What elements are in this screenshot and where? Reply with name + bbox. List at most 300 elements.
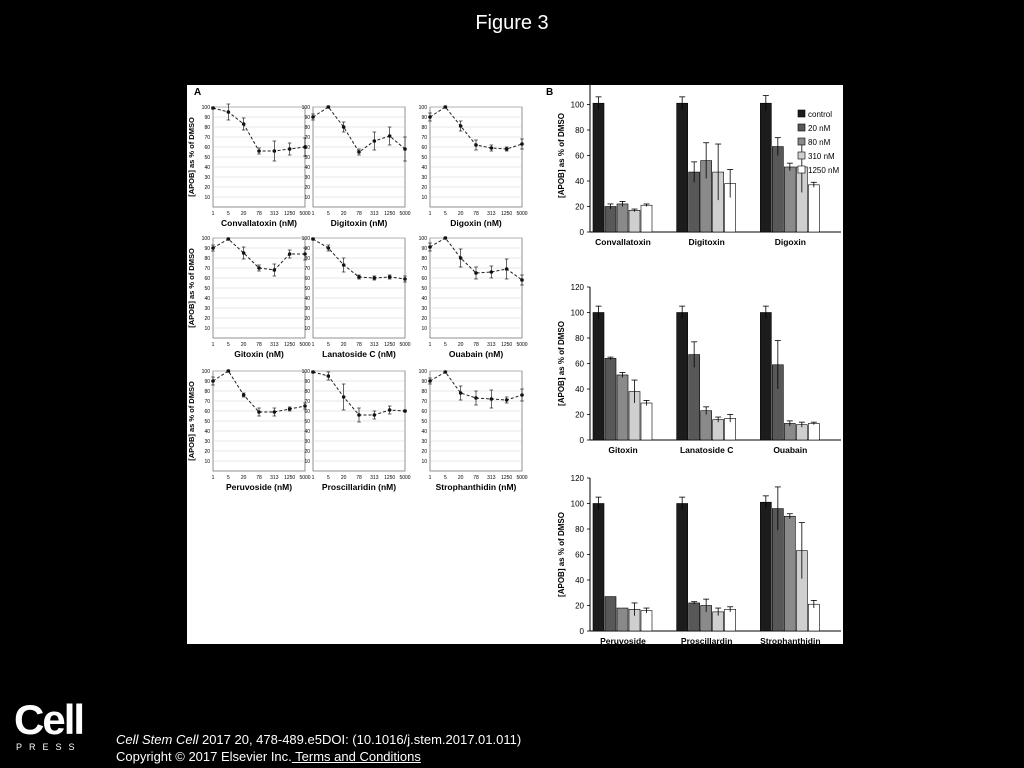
x-tick-label: 20 — [457, 211, 464, 217]
y-tick-label: 100 — [570, 308, 584, 318]
y-tick-label: 60 — [304, 145, 310, 151]
data-point — [459, 256, 463, 260]
y-tick-label: 90 — [421, 115, 427, 121]
x-tick-label: 313 — [487, 342, 496, 348]
y-tick-label: 40 — [421, 429, 427, 435]
y-tick-label: 60 — [204, 409, 210, 415]
x-tick-label: 5000 — [399, 475, 411, 481]
x-tick-label: 1250 — [384, 211, 396, 217]
y-tick-label: 100 — [301, 105, 310, 111]
citation-journal: Cell Stem Cell — [116, 732, 199, 747]
y-tick-label: 0 — [579, 436, 584, 445]
y-tick-label: 70 — [204, 266, 210, 272]
data-point — [490, 146, 494, 150]
x-tick-label: 5000 — [299, 211, 311, 217]
x-tick-label: 1 — [211, 211, 215, 217]
y-tick-label: 80 — [421, 389, 427, 395]
citation-rest: 2017 20, 478-489.e5DOI: (10.1016/j.stem.2017.01.011) — [198, 732, 522, 747]
category-label: Ouabain — [773, 445, 808, 455]
y-tick-label: 60 — [575, 359, 584, 369]
y-tick-label: 30 — [421, 306, 427, 312]
x-tick-label: 78 — [356, 342, 362, 348]
y-tick-label: 100 — [570, 499, 584, 509]
bar — [641, 205, 652, 232]
x-tick-label: 313 — [270, 475, 279, 481]
y-tick-label: 40 — [204, 165, 210, 171]
logo-press-text: PRESS — [16, 742, 82, 752]
data-point — [257, 266, 261, 270]
y-tick-label: 90 — [421, 379, 427, 385]
y-tick-label: 50 — [204, 419, 210, 425]
y-axis-label: [APOB] as % of DMSO — [557, 113, 566, 198]
data-point — [403, 147, 407, 151]
y-tick-label: 70 — [421, 135, 427, 141]
x-tick-label: 20 — [340, 211, 347, 217]
y-tick-label: 60 — [204, 276, 210, 282]
data-point — [211, 246, 215, 250]
logo-cell-text: Cell — [14, 696, 84, 743]
data-point — [459, 391, 463, 395]
x-tick-label: 78 — [473, 342, 479, 348]
y-tick-label: 80 — [575, 525, 584, 534]
legend-label: control — [808, 110, 833, 119]
x-tick-label: 5000 — [299, 475, 311, 481]
bar — [808, 423, 819, 440]
data-point — [227, 237, 231, 241]
x-tick-label: 20 — [240, 342, 247, 348]
data-point — [288, 147, 292, 151]
bar — [605, 597, 616, 631]
x-tick-label: 5 — [226, 475, 230, 481]
y-tick-label: 80 — [204, 389, 210, 395]
y-tick-label: 20 — [575, 410, 584, 420]
bar — [713, 420, 724, 440]
data-point — [403, 277, 407, 281]
x-tick-label: 5 — [326, 342, 330, 348]
copyright-text: Copyright © 2017 Elsevier Inc. — [116, 749, 292, 764]
credit-block — [116, 731, 521, 765]
y-tick-label: 20 — [204, 185, 210, 191]
bar — [784, 167, 795, 232]
bar — [593, 103, 604, 232]
y-tick-label: 80 — [421, 125, 427, 131]
data-point — [373, 413, 377, 417]
data-point — [474, 271, 478, 275]
x-axis-label: Lanatoside C (nM) — [322, 349, 396, 359]
category-label: Strophanthidin — [760, 636, 821, 646]
x-tick-label: 78 — [256, 211, 262, 217]
data-point — [505, 398, 509, 402]
y-tick-label: 100 — [301, 369, 310, 375]
category-label: Digitoxin — [688, 237, 725, 247]
bar — [808, 604, 819, 631]
y-tick-label: 80 — [304, 125, 310, 131]
legend-swatch — [798, 110, 805, 117]
data-point — [273, 410, 277, 414]
x-tick-label: 20 — [340, 342, 347, 348]
data-point — [242, 393, 246, 397]
y-tick-label: 90 — [204, 379, 210, 385]
y-tick-label: 40 — [575, 385, 584, 394]
data-point — [428, 379, 432, 383]
data-point — [211, 379, 215, 383]
bar — [725, 609, 736, 631]
bar — [689, 355, 700, 440]
y-tick-label: 30 — [204, 439, 210, 445]
figure-svg — [187, 75, 843, 646]
bar — [641, 611, 652, 631]
y-tick-label: 20 — [204, 449, 210, 455]
figure-panel — [187, 75, 843, 646]
data-point — [474, 396, 478, 400]
x-tick-label: 313 — [487, 211, 496, 217]
legend-label: 80 nM — [808, 138, 831, 147]
x-axis-label: Proscillaridin (nM) — [321, 482, 397, 492]
bar — [605, 358, 616, 440]
y-tick-label: 50 — [204, 155, 210, 161]
bar — [760, 103, 771, 232]
data-point — [357, 150, 361, 154]
y-tick-label: 50 — [304, 419, 310, 425]
data-point — [273, 149, 277, 153]
y-tick-label: 10 — [204, 326, 210, 332]
data-point — [288, 252, 292, 256]
category-label: Convallatoxin — [595, 237, 651, 247]
y-tick-label: 40 — [421, 165, 427, 171]
data-point — [520, 278, 524, 282]
data-point — [373, 276, 377, 280]
y-tick-label: 10 — [304, 326, 310, 332]
bar — [617, 375, 628, 440]
data-point — [388, 275, 392, 279]
y-tick-label: 50 — [204, 286, 210, 292]
x-tick-label: 5 — [226, 342, 230, 348]
y-tick-label: 100 — [301, 236, 310, 242]
legend-label: 20 nM — [808, 124, 831, 133]
y-tick-label: 10 — [304, 459, 310, 465]
x-tick-label: 313 — [270, 211, 279, 217]
bar — [772, 147, 783, 232]
y-tick-label: 100 — [418, 369, 427, 375]
data-point — [428, 245, 432, 249]
y-tick-label: 20 — [304, 185, 310, 191]
y-tick-label: 100 — [418, 236, 427, 242]
y-tick-label: 40 — [304, 165, 310, 171]
x-tick-label: 1250 — [501, 475, 513, 481]
cell-press-logo — [14, 696, 84, 752]
data-point — [520, 142, 524, 146]
y-tick-label: 100 — [201, 369, 210, 375]
data-point — [459, 124, 463, 128]
x-tick-label: 5 — [443, 211, 447, 217]
y-tick-label: 70 — [304, 135, 310, 141]
x-tick-label: 313 — [270, 342, 279, 348]
data-point — [342, 395, 346, 399]
data-point — [327, 246, 331, 250]
y-tick-label: 100 — [201, 105, 210, 111]
y-tick-label: 10 — [421, 459, 427, 465]
data-point — [490, 397, 494, 401]
x-tick-label: 5 — [443, 475, 447, 481]
x-tick-label: 1 — [211, 342, 215, 348]
y-tick-label: 70 — [204, 135, 210, 141]
data-point — [444, 236, 448, 240]
x-tick-label: 78 — [473, 475, 479, 481]
bar — [593, 313, 604, 441]
x-tick-label: 1 — [311, 475, 315, 481]
y-tick-label: 20 — [304, 449, 310, 455]
y-tick-label: 70 — [421, 266, 427, 272]
y-tick-label: 0 — [579, 228, 584, 237]
y-tick-label: 20 — [421, 449, 427, 455]
y-tick-label: 10 — [204, 195, 210, 201]
legend-label: 310 nM — [808, 152, 835, 161]
x-tick-label: 20 — [240, 211, 247, 217]
bar — [701, 411, 712, 440]
legend-swatch — [798, 124, 805, 131]
bar — [617, 608, 628, 631]
y-tick-label: 10 — [304, 195, 310, 201]
y-axis-label: [APOB] as % of DMSO — [557, 321, 566, 406]
data-point — [505, 147, 509, 151]
y-tick-label: 100 — [570, 100, 584, 110]
x-tick-label: 78 — [356, 211, 362, 217]
bar — [689, 603, 700, 631]
data-point — [257, 149, 261, 153]
category-label: Lanatoside C — [679, 445, 734, 455]
y-tick-label: 30 — [304, 306, 310, 312]
x-tick-label: 5000 — [516, 475, 528, 481]
legend-label: 1250 nM — [808, 166, 840, 175]
y-tick-label: 80 — [421, 256, 427, 262]
y-tick-label: 40 — [304, 429, 310, 435]
y-tick-label: 20 — [421, 316, 427, 322]
x-tick-label: 1250 — [384, 342, 396, 348]
data-point — [342, 263, 346, 267]
x-tick-label: 1 — [311, 342, 315, 348]
data-point — [257, 410, 261, 414]
y-tick-label: 20 — [204, 316, 210, 322]
x-tick-label: 1250 — [501, 342, 513, 348]
bar — [784, 516, 795, 631]
data-point — [227, 110, 231, 114]
x-tick-label: 1 — [428, 475, 432, 481]
y-tick-label: 120 — [570, 283, 584, 292]
x-tick-label: 1250 — [284, 211, 296, 217]
y-tick-label: 20 — [304, 316, 310, 322]
y-tick-label: 100 — [201, 236, 210, 242]
data-point — [242, 122, 246, 126]
copyright-line — [116, 748, 521, 765]
x-tick-label: 78 — [473, 211, 479, 217]
y-tick-label: 60 — [304, 409, 310, 415]
y-tick-label: 10 — [421, 326, 427, 332]
y-tick-label: 50 — [304, 155, 310, 161]
y-tick-label: 90 — [421, 246, 427, 252]
data-point — [327, 105, 331, 109]
x-tick-label: 20 — [240, 475, 247, 481]
data-point — [288, 407, 292, 411]
y-tick-label: 70 — [304, 266, 310, 272]
y-tick-label: 30 — [204, 306, 210, 312]
x-tick-label: 5000 — [516, 211, 528, 217]
y-tick-label: 20 — [421, 185, 427, 191]
x-tick-label: 1 — [428, 342, 432, 348]
y-tick-label: 30 — [304, 175, 310, 181]
data-point — [311, 115, 315, 119]
data-point — [311, 370, 315, 374]
data-point — [242, 251, 246, 255]
data-point — [388, 408, 392, 412]
bar — [808, 185, 819, 232]
x-tick-label: 5000 — [399, 342, 411, 348]
legend-swatch — [798, 138, 805, 145]
y-tick-label: 120 — [570, 75, 584, 84]
y-tick-label: 60 — [421, 409, 427, 415]
data-point — [444, 370, 448, 374]
x-tick-label: 5000 — [399, 211, 411, 217]
data-point — [444, 105, 448, 109]
y-tick-label: 80 — [575, 126, 584, 135]
y-axis-label: [APOB] as % of DMSO — [187, 248, 196, 328]
bar — [593, 504, 604, 632]
figure-title: Figure 3 — [475, 12, 549, 34]
bar — [760, 313, 771, 441]
y-axis-label: [APOB] as % of DMSO — [187, 117, 196, 197]
x-axis-label: Digoxin (nM) — [450, 218, 502, 228]
y-tick-label: 40 — [575, 576, 584, 585]
y-tick-label: 80 — [304, 389, 310, 395]
data-point — [357, 275, 361, 279]
x-axis-label: Strophanthidin (nM) — [435, 482, 517, 492]
y-tick-label: 30 — [421, 175, 427, 181]
x-tick-label: 5 — [226, 211, 230, 217]
y-tick-label: 30 — [421, 439, 427, 445]
y-tick-label: 40 — [204, 296, 210, 302]
x-tick-label: 78 — [256, 342, 262, 348]
panel-a-label: A — [194, 87, 202, 98]
y-tick-label: 80 — [575, 334, 584, 343]
y-tick-label: 20 — [575, 202, 584, 212]
x-tick-label: 20 — [457, 475, 464, 481]
data-point — [211, 106, 215, 110]
y-tick-label: 40 — [575, 177, 584, 186]
y-tick-label: 50 — [304, 286, 310, 292]
y-tick-label: 100 — [418, 105, 427, 111]
y-tick-label: 80 — [204, 256, 210, 262]
data-point — [373, 139, 377, 143]
x-tick-label: 20 — [340, 475, 347, 481]
x-tick-label: 20 — [457, 342, 464, 348]
y-tick-label: 30 — [304, 439, 310, 445]
x-tick-label: 1250 — [284, 475, 296, 481]
data-point — [520, 393, 524, 397]
data-point — [403, 409, 407, 413]
y-tick-label: 70 — [204, 399, 210, 405]
y-tick-label: 60 — [575, 151, 584, 161]
data-point — [327, 374, 331, 378]
x-axis-label: Ouabain (nM) — [448, 349, 504, 359]
bar — [617, 204, 628, 232]
bar — [605, 207, 616, 233]
x-tick-label: 5000 — [299, 342, 311, 348]
y-tick-label: 50 — [421, 419, 427, 425]
category-label: Digoxin — [774, 237, 806, 247]
y-tick-label: 90 — [304, 246, 310, 252]
y-tick-label: 60 — [204, 145, 210, 151]
y-tick-label: 120 — [570, 474, 584, 483]
bar — [760, 502, 771, 631]
y-tick-label: 90 — [204, 246, 210, 252]
y-tick-label: 90 — [204, 115, 210, 121]
bar — [677, 504, 688, 632]
terms-link[interactable]: Terms and Conditions — [291, 749, 421, 764]
data-point — [474, 143, 478, 147]
category-label: Proscillardin — [680, 636, 733, 646]
data-point — [357, 413, 361, 417]
y-tick-label: 10 — [421, 195, 427, 201]
y-tick-label: 60 — [575, 550, 584, 560]
x-tick-label: 1250 — [384, 475, 396, 481]
x-tick-label: 5 — [443, 342, 447, 348]
category-label: Gitoxin — [608, 445, 638, 455]
y-tick-label: 60 — [421, 145, 427, 151]
data-point — [505, 267, 509, 271]
data-point — [388, 134, 392, 138]
data-point — [311, 237, 315, 241]
data-point — [490, 270, 494, 274]
y-tick-label: 0 — [579, 627, 584, 636]
y-tick-label: 10 — [204, 459, 210, 465]
x-tick-label: 313 — [370, 211, 379, 217]
x-tick-label: 1 — [311, 211, 315, 217]
data-point — [428, 115, 432, 119]
citation-line — [116, 731, 521, 748]
x-tick-label: 78 — [256, 475, 262, 481]
x-tick-label: 78 — [356, 475, 362, 481]
bar — [641, 403, 652, 440]
x-tick-label: 1250 — [501, 211, 513, 217]
y-tick-label: 20 — [575, 601, 584, 611]
legend-swatch — [798, 152, 805, 159]
panel-b-label: B — [546, 87, 554, 98]
y-tick-label: 90 — [304, 379, 310, 385]
y-tick-label: 30 — [204, 175, 210, 181]
y-tick-label: 80 — [204, 125, 210, 131]
y-tick-label: 60 — [304, 276, 310, 282]
y-axis-label: [APOB] as % of DMSO — [187, 381, 196, 461]
x-axis-label: Digitoxin (nM) — [330, 218, 388, 228]
x-tick-label: 1250 — [284, 342, 296, 348]
y-tick-label: 50 — [421, 155, 427, 161]
y-tick-label: 40 — [304, 296, 310, 302]
data-point — [227, 369, 231, 373]
y-tick-label: 40 — [421, 296, 427, 302]
bar — [629, 210, 640, 232]
x-tick-label: 313 — [370, 342, 379, 348]
data-point — [273, 268, 277, 272]
y-tick-label: 80 — [304, 256, 310, 262]
y-tick-label: 60 — [421, 276, 427, 282]
y-tick-label: 40 — [204, 429, 210, 435]
data-point — [342, 125, 346, 129]
x-tick-label: 313 — [487, 475, 496, 481]
y-tick-label: 50 — [421, 286, 427, 292]
y-axis-label: [APOB] as % of DMSO — [557, 512, 566, 597]
x-tick-label: 5 — [326, 211, 330, 217]
x-tick-label: 1 — [211, 475, 215, 481]
bar — [677, 103, 688, 232]
